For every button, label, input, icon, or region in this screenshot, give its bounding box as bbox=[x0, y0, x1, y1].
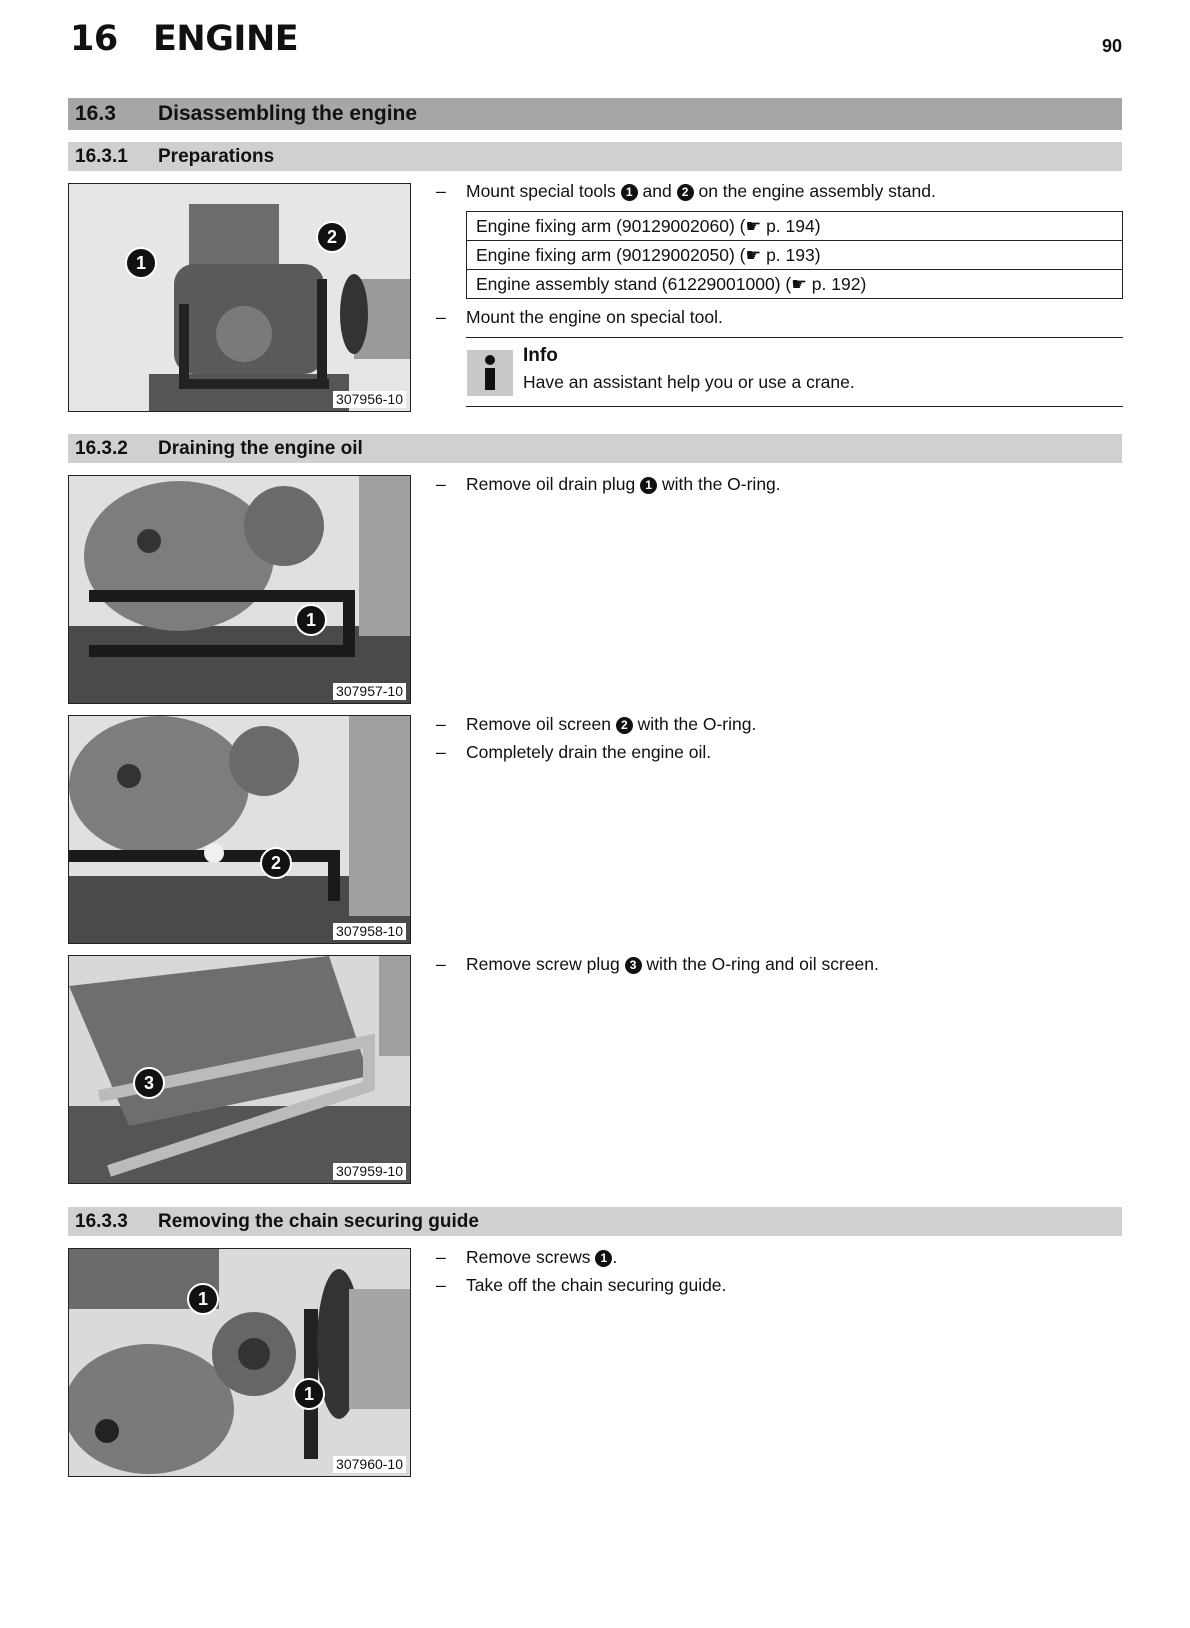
table-row bbox=[467, 241, 1123, 270]
marker-1: 1 bbox=[640, 477, 657, 494]
info-icon bbox=[467, 350, 513, 396]
info-text: Have an assistant help you or use a crane. bbox=[523, 372, 855, 392]
section-number: 16.3 bbox=[75, 102, 116, 125]
subsection-heading-chain-guide: 16.3.3 Removing the chain securing guide bbox=[68, 1207, 1122, 1236]
subsection-title: Preparations bbox=[158, 145, 275, 167]
marker-2: 2 bbox=[616, 717, 633, 734]
step-dash: – bbox=[436, 181, 446, 201]
callout-3: 3 bbox=[133, 1067, 165, 1099]
figure-id: 307956-10 bbox=[333, 391, 406, 408]
info-divider-bottom bbox=[466, 406, 1123, 407]
section-title: Disassembling the engine bbox=[158, 102, 418, 125]
marker-3: 3 bbox=[625, 957, 642, 974]
engine-photo bbox=[69, 184, 410, 411]
figure-oil-screen: 2 307958-10 bbox=[68, 715, 411, 944]
callout-2: 2 bbox=[260, 847, 292, 879]
callout-2: 2 bbox=[316, 221, 348, 253]
callout-1: 1 bbox=[125, 247, 157, 279]
pointing-hand-icon: ☛ bbox=[745, 215, 762, 236]
figure-engine-on-stand bbox=[68, 183, 411, 412]
chapter-number: 16 bbox=[70, 19, 118, 59]
subsection-number: 16.3.1 bbox=[75, 145, 128, 167]
info-divider-top bbox=[466, 337, 1123, 338]
tool-cell[interactable]: Engine assembly stand (61229001000) (☛ p. 192) bbox=[467, 270, 1123, 299]
pointing-hand-icon: ☛ bbox=[745, 244, 762, 265]
table-row bbox=[467, 270, 1123, 299]
section-heading bbox=[68, 98, 1122, 130]
marker-2: 2 bbox=[677, 184, 694, 201]
pointing-hand-icon: ☛ bbox=[791, 273, 807, 294]
callout-1: 1 bbox=[293, 1378, 325, 1410]
chapter-title: ENGINE bbox=[153, 19, 299, 59]
figure-screw-plug: 3 307959-10 bbox=[68, 955, 411, 1184]
figure-oil-drain-plug: 1 307957-10 bbox=[68, 475, 411, 704]
callout-1: 1 bbox=[187, 1283, 219, 1315]
subsection-heading-preparations bbox=[68, 142, 1122, 171]
info-title: Info bbox=[523, 345, 558, 366]
marker-1: 1 bbox=[595, 1250, 612, 1267]
tool-cell[interactable]: Engine fixing arm (90129002050) (☛ p. 193) bbox=[467, 241, 1123, 270]
marker-1: 1 bbox=[621, 184, 638, 201]
subsection-heading-draining: 16.3.2 Draining the engine oil bbox=[68, 434, 1122, 463]
table-row bbox=[467, 212, 1123, 241]
callout-1: 1 bbox=[295, 604, 327, 636]
tool-cell[interactable]: Engine fixing arm (90129002060) (☛ p. 194) bbox=[467, 212, 1123, 241]
special-tools-table bbox=[466, 211, 1123, 299]
figure-chain-guide: 1 1 307960-10 bbox=[68, 1248, 411, 1477]
page-number: 90 bbox=[1101, 36, 1122, 56]
